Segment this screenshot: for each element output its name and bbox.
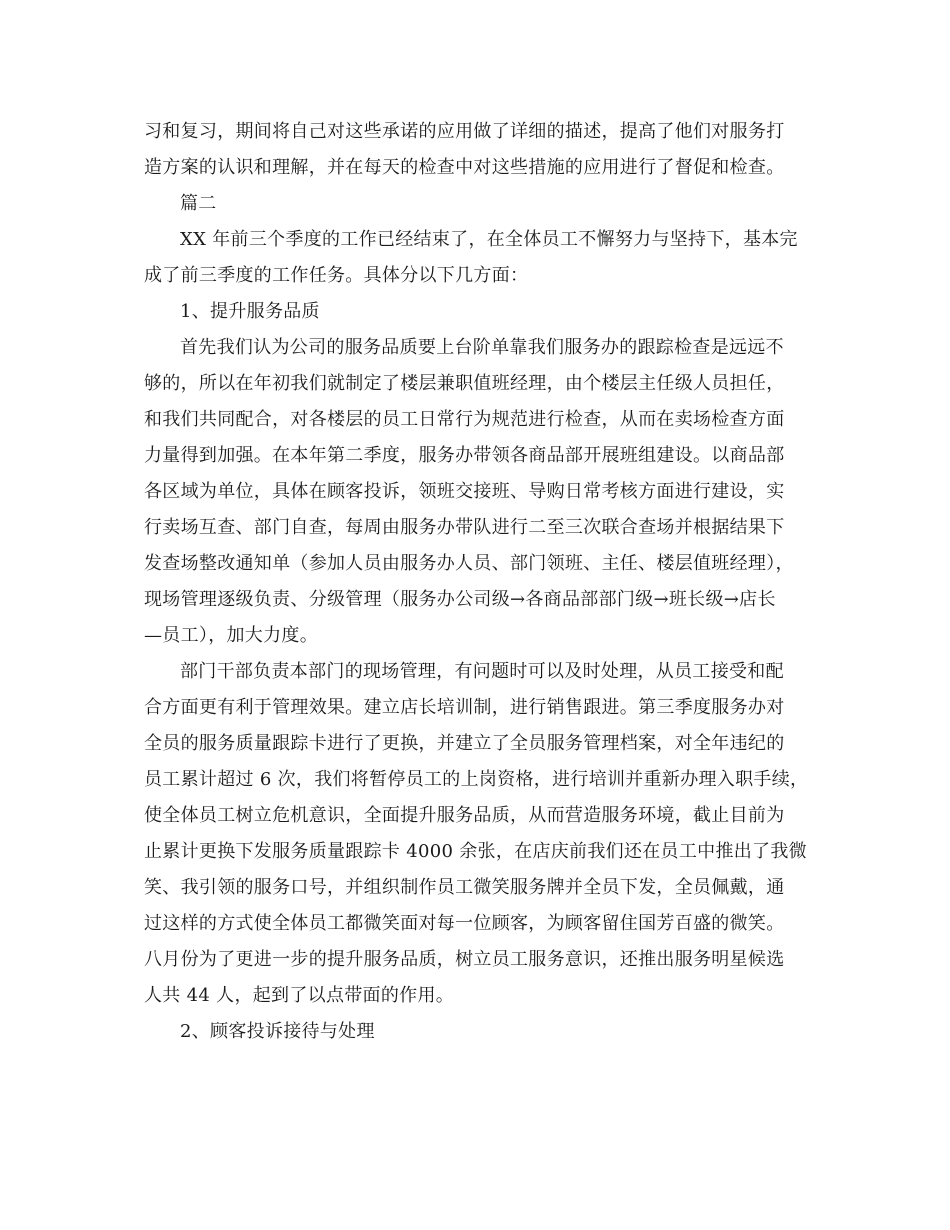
paragraph-line: 够的，所以在年初我们就制定了楼层兼职值班经理，由个楼层主任级人员担任， bbox=[144, 373, 785, 394]
paragraph-line: 过这样的方式使全体员工都微笑面对每一位顾客，为顾客留住国芳百盛的微笑。 bbox=[144, 913, 785, 934]
paragraph-line: 行卖场互查、部门自查，每周由服务办带队进行二至三次联合查场并根据结果下 bbox=[144, 517, 785, 538]
paragraph-line: 首先我们认为公司的服务品质要上台阶单靠我们服务办的跟踪检查是远远不 bbox=[180, 337, 784, 358]
paragraph-line: 发查场整改通知单（参加人员由服务办人员、部门领班、主任、楼层值班经理）， bbox=[144, 553, 794, 574]
paragraph-line: 部门干部负责本部门的现场管理，有问题时可以及时处理，从员工接受和配 bbox=[180, 661, 784, 682]
paragraph-line: 和我们共同配合，对各楼层的员工日常行为规范进行检查，从而在卖场检查方面 bbox=[144, 409, 785, 430]
paragraph-line: 使全体员工树立危机意识，全面提升服务品质，从而营造服务环境，截止目前为 bbox=[144, 805, 785, 826]
paragraph-line: 八月份为了更进一步的提升服务品质，树立员工服务意识，还推出服务明星候选 bbox=[144, 949, 785, 970]
paragraph-line: 人共 44 人，起到了以点带面的作用。 bbox=[144, 985, 455, 1006]
paragraph-line: 习和复习，期间将自己对这些承诺的应用做了详细的描述，提高了他们对服务打 bbox=[144, 121, 785, 142]
paragraph-line: —员工），加大力度。 bbox=[144, 625, 318, 646]
subsection-heading: 2、顾客投诉接待与处理 bbox=[180, 1021, 375, 1042]
paragraph-line: 现场管理逐级负责、分级管理（服务办公司级→各商品部部门级→班长级→店长 bbox=[144, 589, 776, 610]
paragraph-line: XX 年前三个季度的工作已经结束了，在全体员工不懈努力与坚持下，基本完 bbox=[180, 229, 798, 250]
paragraph-line: 造方案的认识和理解，并在每天的检查中对这些措施的应用进行了督促和检查。 bbox=[144, 157, 785, 178]
paragraph-line: 全员的服务质量跟踪卡进行了更换，并建立了全员服务管理档案，对全年违纪的 bbox=[144, 733, 785, 754]
section-heading: 篇二 bbox=[180, 193, 217, 214]
paragraph-line: 各区域为单位，具体在顾客投诉，领班交接班、导购日常考核方面进行建设，实 bbox=[144, 481, 785, 502]
subsection-heading: 1、提升服务品质 bbox=[180, 301, 320, 322]
paragraph-line: 力量得到加强。在本年第二季度，服务办带领各商品部开展班组建设。以商品部 bbox=[144, 445, 785, 466]
paragraph-line: 止累计更换下发服务质量跟踪卡 4000 余张，在店庆前我们还在员工中推出了我微 bbox=[144, 841, 807, 862]
paragraph-line: 员工累计超过 6 次，我们将暂停员工的上岗资格，进行培训并重新办理入职手续， bbox=[144, 769, 809, 790]
paragraph-line: 笑、我引领的服务口号，并组织制作员工微笑服务牌并全员下发，全员佩戴，通 bbox=[144, 877, 785, 898]
paragraph-line: 成了前三季度的工作任务。具体分以下几方面： bbox=[144, 265, 529, 286]
paragraph-line: 合方面更有利于管理效果。建立店长培训制，进行销售跟进。第三季度服务办对 bbox=[144, 697, 785, 718]
